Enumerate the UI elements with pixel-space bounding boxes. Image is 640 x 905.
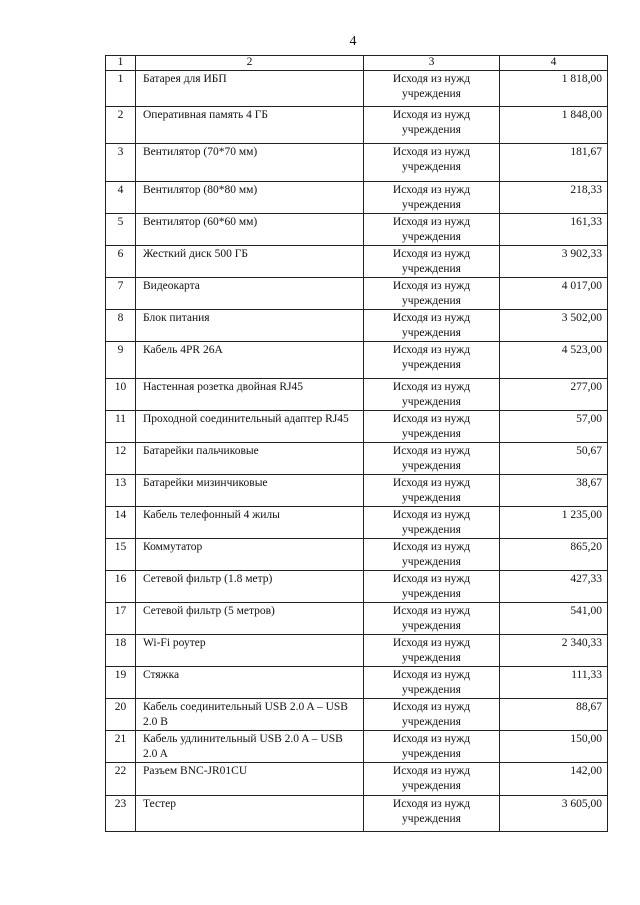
table-row bbox=[106, 763, 608, 796]
table-row bbox=[106, 699, 608, 731]
row-number: 4 bbox=[106, 182, 136, 214]
column-header-1: 1 bbox=[106, 56, 136, 71]
item-name: Wi-Fi роутер bbox=[136, 635, 364, 667]
price-table bbox=[105, 55, 608, 832]
row-number: 21 bbox=[106, 731, 136, 763]
item-price: 161,33 bbox=[500, 214, 608, 246]
item-price: 111,33 bbox=[500, 667, 608, 699]
item-name: Видеокарта bbox=[136, 278, 364, 310]
table-row bbox=[106, 278, 608, 310]
item-price: 1 235,00 bbox=[500, 507, 608, 539]
item-name: Проходной соединительный адаптер RJ45 bbox=[136, 411, 364, 443]
table-row bbox=[106, 603, 608, 635]
table-body bbox=[106, 71, 608, 832]
item-name: Сетевой фильтр (1.8 метр) bbox=[136, 571, 364, 603]
item-basis: Исходя из нужд учреждения bbox=[364, 475, 500, 507]
item-basis: Исходя из нужд учреждения bbox=[364, 507, 500, 539]
item-basis: Исходя из нужд учреждения bbox=[364, 731, 500, 763]
item-name: Разъем BNC-JR01CU bbox=[136, 763, 364, 796]
row-number: 11 bbox=[106, 411, 136, 443]
item-basis: Исходя из нужд учреждения bbox=[364, 667, 500, 699]
table-row bbox=[106, 246, 608, 278]
row-number: 5 bbox=[106, 214, 136, 246]
item-basis: Исходя из нужд учреждения bbox=[364, 246, 500, 278]
row-number: 12 bbox=[106, 443, 136, 475]
item-basis: Исходя из нужд учреждения bbox=[364, 278, 500, 310]
table-row bbox=[106, 107, 608, 144]
item-price: 150,00 bbox=[500, 731, 608, 763]
item-name: Оперативная память 4 ГБ bbox=[136, 107, 364, 144]
item-basis: Исходя из нужд учреждения bbox=[364, 699, 500, 731]
table-row bbox=[106, 214, 608, 246]
item-name: Жесткий диск 500 ГБ bbox=[136, 246, 364, 278]
item-price: 38,67 bbox=[500, 475, 608, 507]
item-name: Настенная розетка двойная RJ45 bbox=[136, 379, 364, 411]
row-number: 23 bbox=[106, 796, 136, 832]
item-price: 50,67 bbox=[500, 443, 608, 475]
item-price: 88,67 bbox=[500, 699, 608, 731]
item-basis: Исходя из нужд учреждения bbox=[364, 603, 500, 635]
item-price: 218,33 bbox=[500, 182, 608, 214]
item-price: 277,00 bbox=[500, 379, 608, 411]
row-number: 8 bbox=[106, 310, 136, 342]
table-row bbox=[106, 571, 608, 603]
row-number: 1 bbox=[106, 71, 136, 107]
item-name: Вентилятор (80*80 мм) bbox=[136, 182, 364, 214]
item-basis: Исходя из нужд учреждения bbox=[364, 144, 500, 182]
item-basis: Исходя из нужд учреждения bbox=[364, 71, 500, 107]
table-row bbox=[106, 310, 608, 342]
item-name: Тестер bbox=[136, 796, 364, 832]
item-basis: Исходя из нужд учреждения bbox=[364, 182, 500, 214]
table-row bbox=[106, 507, 608, 539]
page-number: 4 bbox=[349, 34, 357, 49]
row-number: 3 bbox=[106, 144, 136, 182]
row-number: 10 bbox=[106, 379, 136, 411]
row-number: 9 bbox=[106, 342, 136, 379]
item-name: Кабель удлинительный USB 2.0 A – USB 2.0 A bbox=[136, 731, 364, 763]
table-row bbox=[106, 539, 608, 571]
row-number: 22 bbox=[106, 763, 136, 796]
item-basis: Исходя из нужд учреждения bbox=[364, 635, 500, 667]
row-number: 6 bbox=[106, 246, 136, 278]
row-number: 18 bbox=[106, 635, 136, 667]
item-price: 4 523,00 bbox=[500, 342, 608, 379]
table-row bbox=[106, 144, 608, 182]
item-name: Батарейки мизинчиковые bbox=[136, 475, 364, 507]
column-header-2: 2 bbox=[136, 56, 364, 71]
item-basis: Исходя из нужд учреждения bbox=[364, 539, 500, 571]
table-row bbox=[106, 182, 608, 214]
table-row bbox=[106, 475, 608, 507]
item-name: Вентилятор (60*60 мм) bbox=[136, 214, 364, 246]
item-price: 3 502,00 bbox=[500, 310, 608, 342]
item-basis: Исходя из нужд учреждения bbox=[364, 411, 500, 443]
item-basis: Исходя из нужд учреждения bbox=[364, 443, 500, 475]
item-name: Батарея для ИБП bbox=[136, 71, 364, 107]
column-header-3: 3 bbox=[364, 56, 500, 71]
row-number: 15 bbox=[106, 539, 136, 571]
item-price: 142,00 bbox=[500, 763, 608, 796]
item-name: Вентилятор (70*70 мм) bbox=[136, 144, 364, 182]
item-price: 1 848,00 bbox=[500, 107, 608, 144]
table-row bbox=[106, 443, 608, 475]
item-price: 4 017,00 bbox=[500, 278, 608, 310]
item-price: 3 902,33 bbox=[500, 246, 608, 278]
item-name: Блок питания bbox=[136, 310, 364, 342]
item-price: 181,67 bbox=[500, 144, 608, 182]
item-basis: Исходя из нужд учреждения bbox=[364, 310, 500, 342]
column-header-4: 4 bbox=[500, 56, 608, 71]
item-name: Кабель телефонный 4 жилы bbox=[136, 507, 364, 539]
table-row bbox=[106, 379, 608, 411]
item-basis: Исходя из нужд учреждения bbox=[364, 763, 500, 796]
row-number: 7 bbox=[106, 278, 136, 310]
item-basis: Исходя из нужд учреждения bbox=[364, 571, 500, 603]
item-name: Стяжка bbox=[136, 667, 364, 699]
item-basis: Исходя из нужд учреждения bbox=[364, 796, 500, 832]
row-number: 17 bbox=[106, 603, 136, 635]
row-number: 19 bbox=[106, 667, 136, 699]
table-row bbox=[106, 342, 608, 379]
row-number: 14 bbox=[106, 507, 136, 539]
item-basis: Исходя из нужд учреждения bbox=[364, 379, 500, 411]
row-number: 2 bbox=[106, 107, 136, 144]
item-name: Коммутатор bbox=[136, 539, 364, 571]
item-price: 541,00 bbox=[500, 603, 608, 635]
item-name: Кабель 4PR 26A bbox=[136, 342, 364, 379]
item-price: 2 340,33 bbox=[500, 635, 608, 667]
item-price: 3 605,00 bbox=[500, 796, 608, 832]
item-name: Кабель соединительный USB 2.0 A – USB 2.0 B bbox=[136, 699, 364, 731]
item-name: Сетевой фильтр (5 метров) bbox=[136, 603, 364, 635]
table-row bbox=[106, 71, 608, 107]
item-basis: Исходя из нужд учреждения bbox=[364, 342, 500, 379]
item-basis: Исходя из нужд учреждения bbox=[364, 107, 500, 144]
row-number: 13 bbox=[106, 475, 136, 507]
table-row bbox=[106, 796, 608, 832]
table-row bbox=[106, 731, 608, 763]
item-name: Батарейки пальчиковые bbox=[136, 443, 364, 475]
item-price: 427,33 bbox=[500, 571, 608, 603]
item-price: 1 818,00 bbox=[500, 71, 608, 107]
row-number: 20 bbox=[106, 699, 136, 731]
table-row bbox=[106, 635, 608, 667]
row-number: 16 bbox=[106, 571, 136, 603]
item-price: 57,00 bbox=[500, 411, 608, 443]
table-header-row bbox=[106, 56, 608, 71]
item-basis: Исходя из нужд учреждения bbox=[364, 214, 500, 246]
table-row bbox=[106, 411, 608, 443]
item-price: 865,20 bbox=[500, 539, 608, 571]
table-row bbox=[106, 667, 608, 699]
